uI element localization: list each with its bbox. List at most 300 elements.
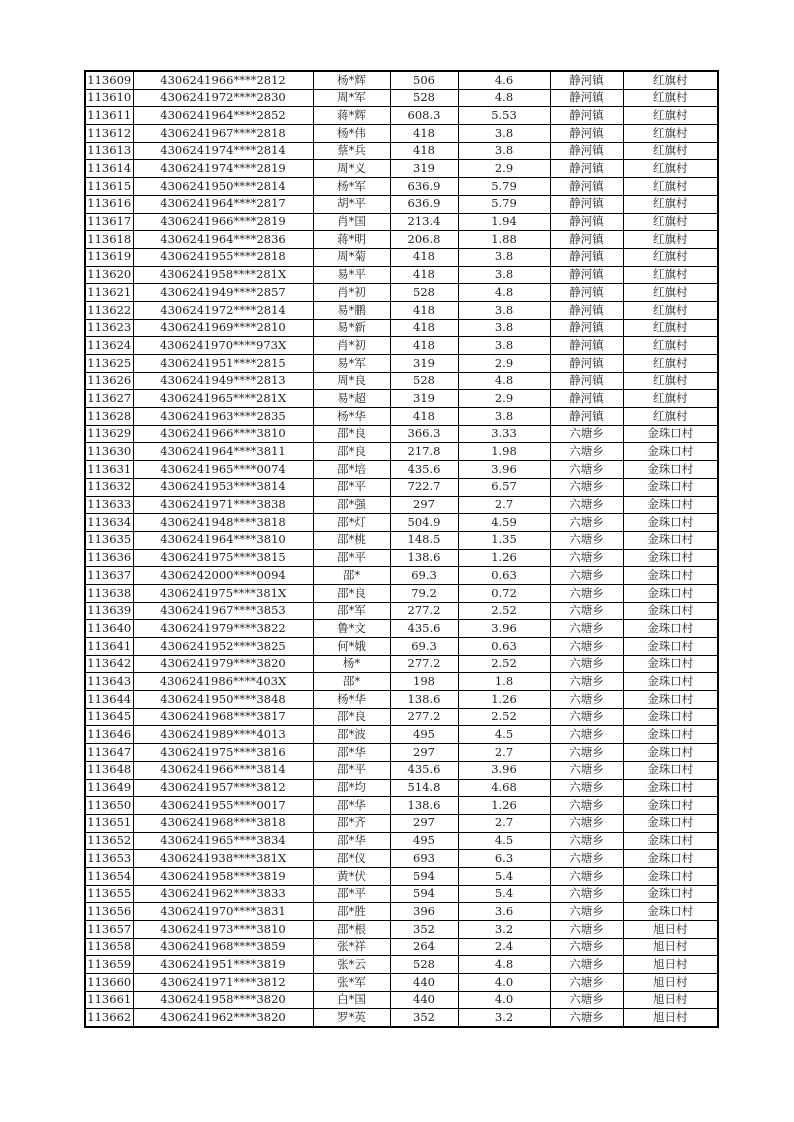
- cell-name: 肖*国: [313, 213, 390, 231]
- cell-rate: 4.8: [458, 372, 550, 390]
- cell-village: 金珠口村: [623, 761, 718, 779]
- cell-serial: 113636: [85, 549, 133, 567]
- cell-town: 静河镇: [550, 408, 623, 426]
- cell-name: 邵*良: [313, 584, 390, 602]
- cell-town: 六塘乡: [550, 921, 623, 939]
- cell-rate: 6.3: [458, 850, 550, 868]
- cell-town: 静河镇: [550, 248, 623, 266]
- cell-serial: 113639: [85, 602, 133, 620]
- table-row: [85, 478, 718, 496]
- table-row: [85, 107, 718, 125]
- cell-town: 静河镇: [550, 284, 623, 302]
- cell-rate: 0.63: [458, 567, 550, 585]
- cell-town: 静河镇: [550, 125, 623, 143]
- cell-amount: 504.9: [390, 514, 458, 532]
- cell-id-number: 4306241975****3816: [133, 744, 313, 762]
- cell-town: 六塘乡: [550, 832, 623, 850]
- table-row: [85, 178, 718, 196]
- cell-amount: 594: [390, 867, 458, 885]
- table-row: [85, 301, 718, 319]
- cell-amount: 514.8: [390, 779, 458, 797]
- cell-village: 金珠口村: [623, 461, 718, 479]
- cell-name: 杨*华: [313, 408, 390, 426]
- cell-id-number: 4306241979****3822: [133, 620, 313, 638]
- cell-serial: 113610: [85, 89, 133, 107]
- cell-id-number: 4306242000****0094: [133, 567, 313, 585]
- cell-amount: 352: [390, 921, 458, 939]
- cell-village: 红旗村: [623, 160, 718, 178]
- cell-name: 邵*培: [313, 461, 390, 479]
- table-row: [85, 602, 718, 620]
- cell-town: 六塘乡: [550, 567, 623, 585]
- cell-amount: 418: [390, 408, 458, 426]
- cell-town: 六塘乡: [550, 655, 623, 673]
- cell-serial: 113647: [85, 744, 133, 762]
- cell-name: 邵*桃: [313, 531, 390, 549]
- cell-rate: 1.26: [458, 549, 550, 567]
- cell-name: 邵*平: [313, 761, 390, 779]
- cell-id-number: 4306241965****3834: [133, 832, 313, 850]
- cell-amount: 198: [390, 673, 458, 691]
- table-row: [85, 744, 718, 762]
- cell-serial: 113646: [85, 726, 133, 744]
- cell-id-number: 4306241963****2835: [133, 408, 313, 426]
- cell-rate: 4.0: [458, 991, 550, 1009]
- cell-name: 邵*: [313, 673, 390, 691]
- cell-amount: 440: [390, 991, 458, 1009]
- table-row: [85, 142, 718, 160]
- cell-name: 周*义: [313, 160, 390, 178]
- cell-rate: 3.33: [458, 425, 550, 443]
- cell-village: 红旗村: [623, 319, 718, 337]
- cell-town: 静河镇: [550, 142, 623, 160]
- cell-rate: 1.26: [458, 797, 550, 815]
- cell-serial: 113613: [85, 142, 133, 160]
- cell-serial: 113619: [85, 248, 133, 266]
- cell-amount: 440: [390, 974, 458, 992]
- cell-name: 易*超: [313, 390, 390, 408]
- cell-town: 六塘乡: [550, 514, 623, 532]
- cell-serial: 113643: [85, 673, 133, 691]
- cell-serial: 113618: [85, 231, 133, 249]
- cell-amount: 495: [390, 726, 458, 744]
- cell-rate: 5.79: [458, 195, 550, 213]
- cell-town: 静河镇: [550, 195, 623, 213]
- cell-village: 金珠口村: [623, 531, 718, 549]
- cell-amount: 69.3: [390, 567, 458, 585]
- cell-amount: 319: [390, 390, 458, 408]
- cell-town: 六塘乡: [550, 867, 623, 885]
- cell-village: 红旗村: [623, 372, 718, 390]
- cell-id-number: 4306241964****3811: [133, 443, 313, 461]
- cell-name: 邵*华: [313, 744, 390, 762]
- cell-serial: 113648: [85, 761, 133, 779]
- cell-amount: 528: [390, 956, 458, 974]
- cell-serial: 113611: [85, 107, 133, 125]
- table-row: [85, 213, 718, 231]
- cell-serial: 113659: [85, 956, 133, 974]
- cell-town: 静河镇: [550, 266, 623, 284]
- cell-serial: 113651: [85, 814, 133, 832]
- table-row: [85, 797, 718, 815]
- cell-name: 邵*军: [313, 602, 390, 620]
- cell-serial: 113660: [85, 974, 133, 992]
- cell-village: 金珠口村: [623, 726, 718, 744]
- cell-rate: 3.96: [458, 461, 550, 479]
- cell-rate: 2.7: [458, 744, 550, 762]
- table-row: [85, 921, 718, 939]
- cell-town: 六塘乡: [550, 602, 623, 620]
- cell-village: 金珠口村: [623, 673, 718, 691]
- table-row: [85, 638, 718, 656]
- cell-town: 静河镇: [550, 160, 623, 178]
- cell-id-number: 4306241974****2819: [133, 160, 313, 178]
- cell-town: 六塘乡: [550, 443, 623, 461]
- cell-id-number: 4306241953****3814: [133, 478, 313, 496]
- cell-id-number: 4306241967****2818: [133, 125, 313, 143]
- cell-town: 六塘乡: [550, 461, 623, 479]
- cell-amount: 217.8: [390, 443, 458, 461]
- cell-village: 红旗村: [623, 107, 718, 125]
- table-row: [85, 867, 718, 885]
- cell-town: 六塘乡: [550, 779, 623, 797]
- cell-serial: 113649: [85, 779, 133, 797]
- cell-id-number: 4306241951****2815: [133, 355, 313, 373]
- cell-name: 邵*平: [313, 885, 390, 903]
- cell-name: 周*军: [313, 89, 390, 107]
- table-row: [85, 956, 718, 974]
- cell-amount: 213.4: [390, 213, 458, 231]
- cell-amount: 435.6: [390, 620, 458, 638]
- cell-amount: 495: [390, 832, 458, 850]
- cell-serial: 113620: [85, 266, 133, 284]
- table-row: [85, 938, 718, 956]
- cell-id-number: 4306241969****2810: [133, 319, 313, 337]
- cell-rate: 1.35: [458, 531, 550, 549]
- cell-name: 蒋*明: [313, 231, 390, 249]
- table-row: [85, 425, 718, 443]
- cell-town: 静河镇: [550, 319, 623, 337]
- cell-village: 红旗村: [623, 337, 718, 355]
- cell-town: 六塘乡: [550, 938, 623, 956]
- cell-id-number: 4306241972****2830: [133, 89, 313, 107]
- cell-town: 六塘乡: [550, 761, 623, 779]
- cell-village: 旭日村: [623, 991, 718, 1009]
- cell-village: 红旗村: [623, 89, 718, 107]
- cell-rate: 1.94: [458, 213, 550, 231]
- cell-amount: 528: [390, 372, 458, 390]
- cell-town: 六塘乡: [550, 903, 623, 921]
- table-row: [85, 337, 718, 355]
- table-row: [85, 231, 718, 249]
- cell-id-number: 4306241972****2814: [133, 301, 313, 319]
- cell-id-number: 4306241964****2836: [133, 231, 313, 249]
- cell-id-number: 4306241968****3817: [133, 708, 313, 726]
- cell-serial: 113630: [85, 443, 133, 461]
- cell-village: 旭日村: [623, 921, 718, 939]
- cell-town: 六塘乡: [550, 673, 623, 691]
- cell-amount: 528: [390, 284, 458, 302]
- table-row: [85, 655, 718, 673]
- cell-name: 易*平: [313, 266, 390, 284]
- cell-name: 邵*均: [313, 779, 390, 797]
- cell-name: 邵*华: [313, 832, 390, 850]
- cell-name: 肖*初: [313, 337, 390, 355]
- table-row: [85, 125, 718, 143]
- cell-id-number: 4306241957****3812: [133, 779, 313, 797]
- cell-town: 六塘乡: [550, 691, 623, 709]
- cell-rate: 1.98: [458, 443, 550, 461]
- cell-village: 旭日村: [623, 956, 718, 974]
- cell-amount: 528: [390, 89, 458, 107]
- cell-id-number: 4306241966****3814: [133, 761, 313, 779]
- records-table: [84, 70, 719, 1028]
- cell-rate: 2.52: [458, 602, 550, 620]
- cell-rate: 0.72: [458, 584, 550, 602]
- cell-serial: 113638: [85, 584, 133, 602]
- cell-rate: 2.7: [458, 496, 550, 514]
- cell-name: 邵*齐: [313, 814, 390, 832]
- table-row: [85, 885, 718, 903]
- cell-town: 静河镇: [550, 231, 623, 249]
- table-row: [85, 408, 718, 426]
- cell-name: 邵*胜: [313, 903, 390, 921]
- cell-id-number: 4306241971****3812: [133, 974, 313, 992]
- cell-id-number: 4306241958****281X: [133, 266, 313, 284]
- cell-rate: 1.88: [458, 231, 550, 249]
- cell-village: 金珠口村: [623, 584, 718, 602]
- cell-serial: 113657: [85, 921, 133, 939]
- table-row: [85, 673, 718, 691]
- cell-serial: 113621: [85, 284, 133, 302]
- cell-id-number: 4306241974****2814: [133, 142, 313, 160]
- cell-id-number: 4306241949****2857: [133, 284, 313, 302]
- cell-village: 红旗村: [623, 125, 718, 143]
- table-row: [85, 514, 718, 532]
- cell-rate: 4.68: [458, 779, 550, 797]
- cell-amount: 396: [390, 903, 458, 921]
- cell-amount: 418: [390, 142, 458, 160]
- cell-name: 易*军: [313, 355, 390, 373]
- table-row: [85, 443, 718, 461]
- cell-village: 金珠口村: [623, 885, 718, 903]
- table-row: [85, 991, 718, 1009]
- cell-amount: 69.3: [390, 638, 458, 656]
- cell-village: 红旗村: [623, 71, 718, 89]
- cell-name: 鲁*文: [313, 620, 390, 638]
- cell-village: 旭日村: [623, 938, 718, 956]
- cell-serial: 113635: [85, 531, 133, 549]
- cell-amount: 418: [390, 266, 458, 284]
- cell-amount: 435.6: [390, 761, 458, 779]
- records-table-body: [85, 71, 718, 1027]
- cell-village: 金珠口村: [623, 638, 718, 656]
- cell-town: 六塘乡: [550, 708, 623, 726]
- cell-amount: 418: [390, 319, 458, 337]
- cell-name: 邵*良: [313, 443, 390, 461]
- cell-town: 六塘乡: [550, 496, 623, 514]
- table-row: [85, 89, 718, 107]
- cell-village: 金珠口村: [623, 779, 718, 797]
- cell-id-number: 4306241958****3819: [133, 867, 313, 885]
- table-row: [85, 850, 718, 868]
- cell-village: 金珠口村: [623, 602, 718, 620]
- cell-rate: 3.8: [458, 125, 550, 143]
- table-row: [85, 761, 718, 779]
- table-row: [85, 708, 718, 726]
- cell-id-number: 4306241967****3853: [133, 602, 313, 620]
- cell-name: 张*军: [313, 974, 390, 992]
- cell-town: 六塘乡: [550, 620, 623, 638]
- cell-id-number: 4306241964****3810: [133, 531, 313, 549]
- cell-town: 六塘乡: [550, 850, 623, 868]
- cell-rate: 4.0: [458, 974, 550, 992]
- cell-town: 六塘乡: [550, 726, 623, 744]
- cell-name: 邵*: [313, 567, 390, 585]
- cell-serial: 113662: [85, 1009, 133, 1027]
- cell-village: 红旗村: [623, 195, 718, 213]
- cell-town: 静河镇: [550, 390, 623, 408]
- cell-amount: 297: [390, 496, 458, 514]
- cell-rate: 3.8: [458, 408, 550, 426]
- cell-rate: 3.96: [458, 620, 550, 638]
- cell-village: 金珠口村: [623, 867, 718, 885]
- cell-town: 六塘乡: [550, 531, 623, 549]
- cell-village: 红旗村: [623, 142, 718, 160]
- cell-name: 邵*良: [313, 425, 390, 443]
- cell-town: 静河镇: [550, 372, 623, 390]
- cell-town: 静河镇: [550, 213, 623, 231]
- cell-amount: 722.7: [390, 478, 458, 496]
- cell-village: 金珠口村: [623, 549, 718, 567]
- cell-rate: 2.7: [458, 814, 550, 832]
- cell-village: 金珠口村: [623, 514, 718, 532]
- cell-amount: 608.3: [390, 107, 458, 125]
- cell-town: 静河镇: [550, 337, 623, 355]
- cell-id-number: 4306241975****3815: [133, 549, 313, 567]
- cell-village: 金珠口村: [623, 903, 718, 921]
- table-row: [85, 779, 718, 797]
- cell-amount: 297: [390, 814, 458, 832]
- cell-amount: 297: [390, 744, 458, 762]
- cell-name: 肖*初: [313, 284, 390, 302]
- cell-town: 六塘乡: [550, 549, 623, 567]
- cell-amount: 506: [390, 71, 458, 89]
- table-row: [85, 1009, 718, 1027]
- table-row: [85, 620, 718, 638]
- table-row: [85, 814, 718, 832]
- cell-serial: 113644: [85, 691, 133, 709]
- cell-name: 易*鹏: [313, 301, 390, 319]
- cell-serial: 113631: [85, 461, 133, 479]
- cell-id-number: 4306241962****3820: [133, 1009, 313, 1027]
- cell-rate: 2.52: [458, 655, 550, 673]
- cell-serial: 113633: [85, 496, 133, 514]
- cell-serial: 113658: [85, 938, 133, 956]
- cell-village: 红旗村: [623, 355, 718, 373]
- table-row: [85, 567, 718, 585]
- cell-serial: 113637: [85, 567, 133, 585]
- cell-serial: 113624: [85, 337, 133, 355]
- cell-serial: 113650: [85, 797, 133, 815]
- cell-name: 罗*英: [313, 1009, 390, 1027]
- table-row: [85, 496, 718, 514]
- cell-serial: 113653: [85, 850, 133, 868]
- cell-name: 邵*平: [313, 478, 390, 496]
- cell-amount: 418: [390, 248, 458, 266]
- cell-town: 六塘乡: [550, 956, 623, 974]
- cell-id-number: 4306241951****3819: [133, 956, 313, 974]
- cell-id-number: 4306241986****403X: [133, 673, 313, 691]
- cell-rate: 3.8: [458, 266, 550, 284]
- cell-town: 六塘乡: [550, 974, 623, 992]
- cell-village: 红旗村: [623, 248, 718, 266]
- cell-amount: 138.6: [390, 549, 458, 567]
- cell-rate: 3.8: [458, 301, 550, 319]
- cell-name: 邵*波: [313, 726, 390, 744]
- cell-serial: 113616: [85, 195, 133, 213]
- cell-village: 金珠口村: [623, 691, 718, 709]
- table-row: [85, 284, 718, 302]
- cell-name: 杨*伟: [313, 125, 390, 143]
- table-row: [85, 461, 718, 479]
- cell-name: 邵*灯: [313, 514, 390, 532]
- cell-serial: 113640: [85, 620, 133, 638]
- cell-town: 六塘乡: [550, 814, 623, 832]
- cell-serial: 113626: [85, 372, 133, 390]
- cell-id-number: 4306241938****381X: [133, 850, 313, 868]
- cell-amount: 636.9: [390, 178, 458, 196]
- cell-rate: 5.53: [458, 107, 550, 125]
- cell-serial: 113632: [85, 478, 133, 496]
- cell-rate: 4.6: [458, 71, 550, 89]
- cell-village: 金珠口村: [623, 425, 718, 443]
- cell-rate: 4.5: [458, 832, 550, 850]
- cell-id-number: 4306241968****3859: [133, 938, 313, 956]
- cell-rate: 1.8: [458, 673, 550, 691]
- cell-town: 六塘乡: [550, 638, 623, 656]
- cell-name: 杨*辉: [313, 71, 390, 89]
- cell-id-number: 4306241952****3825: [133, 638, 313, 656]
- cell-name: 周*良: [313, 372, 390, 390]
- cell-village: 金珠口村: [623, 620, 718, 638]
- cell-village: 旭日村: [623, 974, 718, 992]
- cell-town: 六塘乡: [550, 885, 623, 903]
- cell-amount: 148.5: [390, 531, 458, 549]
- cell-name: 邵*华: [313, 797, 390, 815]
- cell-rate: 3.8: [458, 142, 550, 160]
- cell-amount: 693: [390, 850, 458, 868]
- cell-village: 金珠口村: [623, 850, 718, 868]
- cell-rate: 4.59: [458, 514, 550, 532]
- cell-id-number: 4306241965****281X: [133, 390, 313, 408]
- cell-name: 邵*强: [313, 496, 390, 514]
- cell-town: 静河镇: [550, 178, 623, 196]
- table-row: [85, 195, 718, 213]
- cell-village: 金珠口村: [623, 708, 718, 726]
- cell-town: 六塘乡: [550, 584, 623, 602]
- cell-village: 红旗村: [623, 301, 718, 319]
- cell-village: 金珠口村: [623, 832, 718, 850]
- table-row: [85, 832, 718, 850]
- table-row: [85, 390, 718, 408]
- cell-village: 红旗村: [623, 284, 718, 302]
- cell-amount: 264: [390, 938, 458, 956]
- cell-serial: 113615: [85, 178, 133, 196]
- cell-town: 静河镇: [550, 107, 623, 125]
- cell-name: 杨*华: [313, 691, 390, 709]
- cell-name: 邵*根: [313, 921, 390, 939]
